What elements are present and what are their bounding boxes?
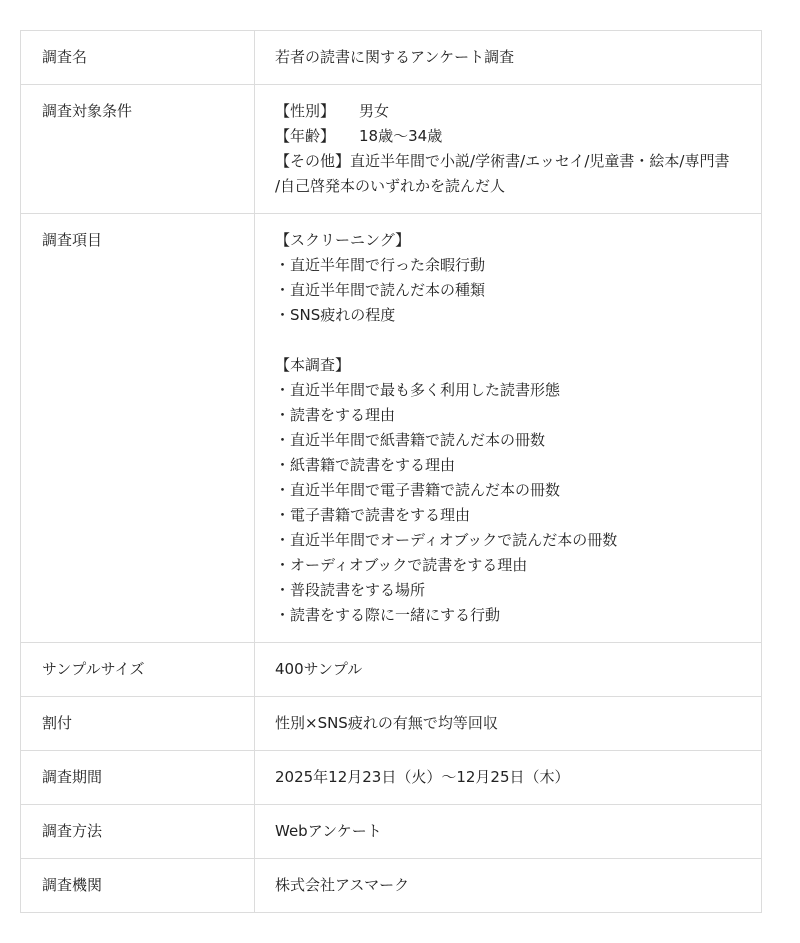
row-value bbox=[255, 85, 762, 214]
list-item: ・直近半年間で読んだ本の種類 bbox=[275, 281, 486, 299]
table-row-title bbox=[21, 31, 762, 85]
target-age-line bbox=[275, 124, 761, 149]
blank-line bbox=[275, 328, 761, 353]
list-item: ・オーディオブックで読書をする理由 bbox=[275, 556, 528, 574]
list-item: ・読書をする理由 bbox=[275, 406, 396, 424]
list-item: ・直近半年間で最も多く利用した読書形態 bbox=[275, 381, 561, 399]
target-other-line bbox=[275, 149, 761, 174]
target-age-key: 【年齢】 bbox=[275, 127, 336, 145]
row-label: 割付 bbox=[21, 697, 255, 751]
target-other-value-cont: /自己啓発本のいずれかを読んだ人 bbox=[275, 177, 506, 195]
table-row-org bbox=[21, 859, 762, 913]
table-row-target bbox=[21, 85, 762, 214]
screening-heading: 【スクリーニング】 bbox=[275, 231, 411, 249]
row-value bbox=[255, 214, 762, 643]
survey-overview-table bbox=[20, 30, 762, 913]
target-gender-value: 男女 bbox=[359, 102, 390, 120]
row-label: 調査項目 bbox=[21, 214, 255, 643]
list-item: ・紙書籍で読書をする理由 bbox=[275, 456, 456, 474]
target-other-key: 【その他】 bbox=[275, 152, 351, 170]
list-item: ・直近半年間で電子書籍で読んだ本の冊数 bbox=[275, 481, 561, 499]
table-row-period bbox=[21, 751, 762, 805]
row-value: 性別×SNS疲れの有無で均等回収 bbox=[255, 697, 762, 751]
row-label: 調査期間 bbox=[21, 751, 255, 805]
row-value: 若者の読書に関するアンケート調査 bbox=[255, 31, 762, 85]
list-item: ・読書をする際に一緒にする行動 bbox=[275, 606, 501, 624]
table-row-method bbox=[21, 805, 762, 859]
list-item: ・直近半年間で紙書籍で読んだ本の冊数 bbox=[275, 431, 546, 449]
row-label: 調査機関 bbox=[21, 859, 255, 913]
target-age-value: 18歳〜34歳 bbox=[359, 127, 443, 145]
list-item: ・電子書籍で読書をする理由 bbox=[275, 506, 471, 524]
main-survey-heading: 【本調査】 bbox=[275, 356, 351, 374]
row-value: 2025年12月23日（火）〜12月25日（木） bbox=[255, 751, 762, 805]
target-gender-line bbox=[275, 99, 761, 124]
list-item: ・普段読書をする場所 bbox=[275, 581, 426, 599]
row-label: 調査名 bbox=[21, 31, 255, 85]
table-row-items bbox=[21, 214, 762, 643]
row-label: サンプルサイズ bbox=[21, 643, 255, 697]
row-label: 調査方法 bbox=[21, 805, 255, 859]
target-other-value: 直近半年間で小説/学術書/エッセイ/児童書・絵本/専門書 bbox=[350, 152, 730, 170]
row-value: Webアンケート bbox=[255, 805, 762, 859]
row-value: 株式会社アスマーク bbox=[255, 859, 762, 913]
target-gender-key: 【性別】 bbox=[275, 102, 336, 120]
row-label: 調査対象条件 bbox=[21, 85, 255, 214]
list-item: ・直近半年間でオーディオブックで読んだ本の冊数 bbox=[275, 531, 618, 549]
table-row-allocation bbox=[21, 697, 762, 751]
list-item: ・SNS疲れの程度 bbox=[275, 306, 396, 324]
list-item: ・直近半年間で行った余暇行動 bbox=[275, 256, 486, 274]
table-row-sample bbox=[21, 643, 762, 697]
row-value: 400サンプル bbox=[255, 643, 762, 697]
